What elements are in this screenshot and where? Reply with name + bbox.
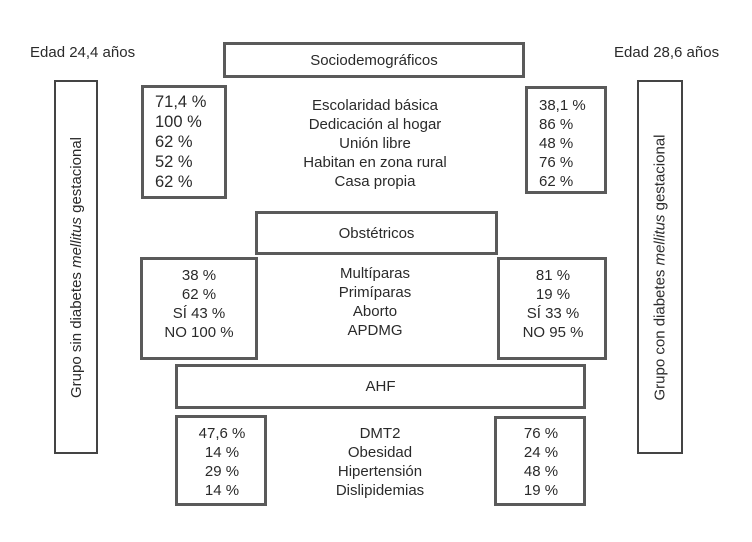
obstetric-header <box>255 211 498 255</box>
value: 47,6 % <box>198 425 246 442</box>
obstetric-title: Obstétricos <box>338 224 415 242</box>
value: NO 100 % <box>164 324 234 341</box>
value: 76 % <box>523 425 559 442</box>
value: 100 % <box>155 113 202 131</box>
sociodemographic-labels <box>260 96 490 191</box>
right-group-label: Grupo con diabetes mellitus gestacional <box>651 133 669 401</box>
value: 62 % <box>155 173 193 191</box>
label: Escolaridad básica <box>312 97 438 114</box>
right-group-box <box>637 80 683 454</box>
value: 38 % <box>181 267 217 284</box>
value: 14 % <box>204 444 240 461</box>
left-group-box <box>54 80 98 454</box>
left-age-label: Edad 24,4 años <box>30 44 136 61</box>
obstetric-right-values <box>497 266 609 342</box>
label: Hipertensión <box>337 463 423 480</box>
value: NO 95 % <box>522 324 584 341</box>
value: 52 % <box>155 153 193 171</box>
value: 62 % <box>155 133 193 151</box>
right-age-label: Edad 28,6 años <box>614 44 720 61</box>
label: Dislipidemias <box>335 482 425 499</box>
value: 62 % <box>181 286 217 303</box>
ahf-right-values <box>494 424 588 500</box>
sociodemographic-right-values <box>539 96 586 191</box>
value: 29 % <box>204 463 240 480</box>
ahf-labels <box>270 424 490 500</box>
label: Unión libre <box>339 135 411 152</box>
label: Habitan en zona rural <box>303 154 447 171</box>
ahf-header <box>175 364 586 409</box>
value: 86 % <box>539 116 574 133</box>
obstetric-labels <box>260 264 490 340</box>
value: 76 % <box>539 154 574 171</box>
value: SÍ 43 % <box>172 305 226 322</box>
label: Casa propia <box>334 173 416 190</box>
sociodemographic-header <box>223 42 525 78</box>
value: 48 % <box>523 463 559 480</box>
label: Dedicación al hogar <box>308 116 442 133</box>
value: 14 % <box>204 482 240 499</box>
value: 38,1 % <box>539 97 586 114</box>
value: 71,4 % <box>155 93 207 111</box>
value: 48 % <box>539 135 574 152</box>
left-group-label: Grupo sin diabetes mellitus gestacional <box>67 136 85 398</box>
ahf-title: AHF <box>365 378 396 395</box>
obstetric-left-values <box>140 266 258 342</box>
label: Multíparas <box>339 265 411 282</box>
value: 24 % <box>523 444 559 461</box>
value: 19 % <box>523 482 559 499</box>
label: Obesidad <box>347 444 413 461</box>
label: Aborto <box>352 303 398 320</box>
value: SÍ 33 % <box>526 305 580 322</box>
sociodemographic-title: Sociodemográficos <box>310 51 438 69</box>
ahf-left-values <box>175 424 269 500</box>
value: 62 % <box>539 173 574 190</box>
label: DMT2 <box>359 425 401 442</box>
label: Primíparas <box>338 284 412 301</box>
value: 19 % <box>535 286 571 303</box>
sociodemographic-left-values <box>155 92 206 192</box>
value: 81 % <box>535 267 571 284</box>
label: APDMG <box>347 322 403 339</box>
